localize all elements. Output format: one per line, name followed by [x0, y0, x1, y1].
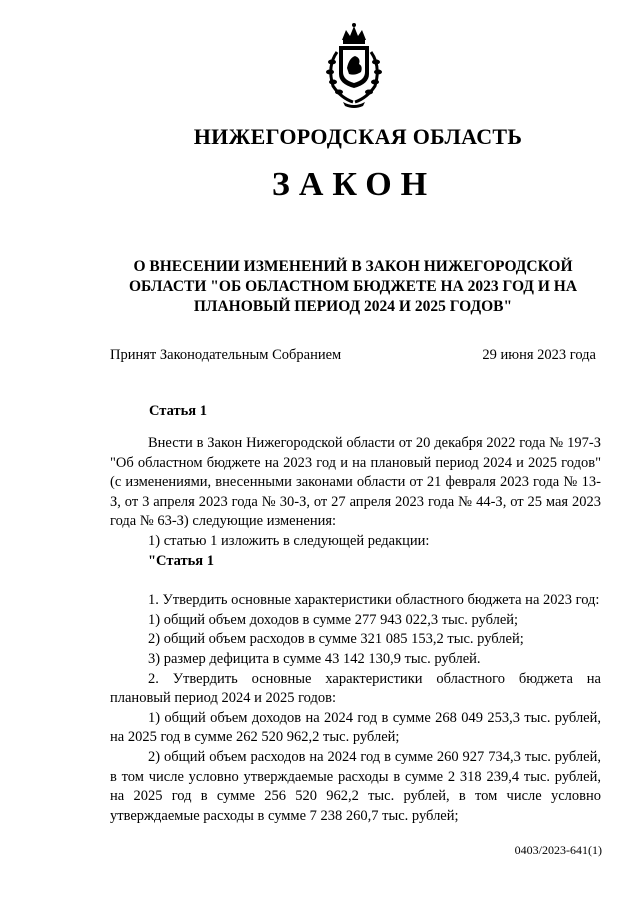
paragraph-1: 1. Утвердить основные характеристики областного бюджета на 2023 год:	[148, 592, 600, 609]
paragraph-2-item-1: 1) общий объем доходов на 2024 год в сумме 268 049 253,3 тыс. рублей, на 2025 год в сумме 262 520 962,2 тыс. рублей;	[110, 709, 601, 746]
amendment-intro-paragraph: Внести в Закон Нижегородской области от 20 декабря 2022 года № 197-З "Об областном бюджете на 2023 год и на плановый период 2024 и 2025 годов" (с изменениями, внесенными законами области от 21 февраля 2023 года № 13-З, от 3 апреля 2023 года № 30-З, от 27 апреля 2023 года № 44-З, от 25 мая 2023 года № 63-З) следующие изменения:	[110, 435, 601, 530]
quoted-article-heading: "Статья 1	[148, 552, 215, 569]
paragraph-1-item-1: 1) общий объем доходов в сумме 277 943 022,3 тыс. рублей;	[148, 611, 519, 628]
paragraph-1-item-3: 3) размер дефицита в сумме 43 142 130,9 тыс. рублей.	[148, 650, 481, 667]
adoption-date: 29 июня 2023 года	[482, 347, 596, 363]
article-1-body	[110, 434, 601, 826]
document-code: 0403/2023-641(1)	[514, 843, 602, 857]
paragraph-2-item-2: 2) общий объем расходов на 2024 год в сумме 260 927 734,3 тыс. рублей, в том числе условно утверждаемые расходы в сумме 2 318 239,4 тыс. рублей, на 2025 год в сумме 256 520 962,2 тыс. рублей, в том числе условно утверждаемые расходы в сумме 7 238 260,7 тыс. рублей;	[110, 748, 601, 824]
paragraph-1-item-2: 2) общий объем расходов в сумме 321 085 153,2 тыс. рублей;	[148, 631, 524, 648]
coat-of-arms-icon	[319, 22, 389, 110]
article-1-heading: Статья 1	[149, 403, 207, 419]
amendment-item-1: 1) статью 1 изложить в следующей редакции:	[148, 532, 430, 549]
law-subject-title: О ВНЕСЕНИИ ИЗМЕНЕНИЙ В ЗАКОН НИЖЕГОРОДСКОЙ ОБЛАСТИ "ОБ ОБЛАСТНОМ БЮДЖЕТЕ НА 2023 ГОД И НА ПЛАНОВЫЙ ПЕРИОД 2024 И 2025 ГОДОВ"	[128, 258, 578, 315]
adopted-by-text: Принят Законодательным Собранием	[110, 347, 342, 363]
document-type-title: ЗАКОН	[271, 166, 437, 203]
paragraph-2: 2. Утвердить основные характеристики областного бюджета на плановый период 2024 и 2025 годов:	[110, 670, 601, 707]
region-title: НИЖЕГОРОДСКАЯ ОБЛАСТЬ	[193, 124, 523, 149]
